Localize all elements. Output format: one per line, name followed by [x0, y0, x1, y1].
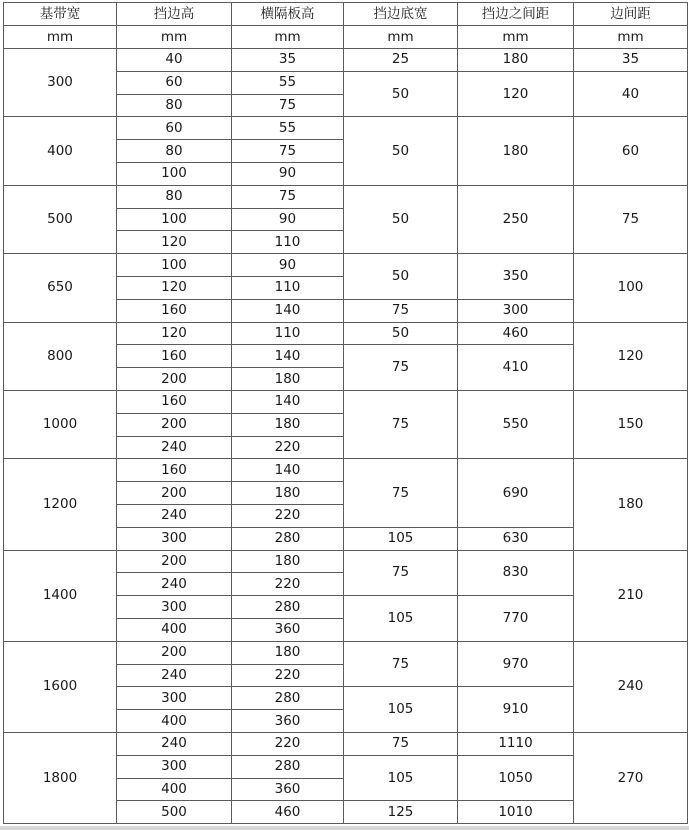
- cleat-height-cell: 280: [232, 755, 344, 778]
- sidewall-height-cell: 60: [117, 71, 232, 94]
- unit-cell: mm: [117, 26, 232, 49]
- base-width-cell: 105: [344, 527, 458, 550]
- sidewall-height-cell: 80: [117, 185, 232, 208]
- base-width-cell: 50: [344, 254, 458, 300]
- header-sidewall-base-width: 挡边底宽: [344, 3, 458, 26]
- table-row: [4, 732, 688, 755]
- cleat-height-cell: 110: [232, 231, 344, 254]
- sidewall-spacing-cell: 350: [458, 254, 574, 300]
- sidewall-height-cell: 240: [117, 504, 232, 527]
- cleat-height-cell: 220: [232, 664, 344, 687]
- cleat-height-cell: 90: [232, 162, 344, 185]
- table-row: [4, 322, 688, 345]
- base-width-cell: 50: [344, 117, 458, 185]
- base-width-cell: 50: [344, 322, 458, 345]
- table-row: [4, 49, 688, 72]
- sidewall-height-cell: 200: [117, 641, 232, 664]
- sidewall-height-cell: 100: [117, 254, 232, 277]
- sidewall-height-cell: 200: [117, 482, 232, 505]
- sidewall-height-cell: 160: [117, 459, 232, 482]
- unit-cell: mm: [458, 26, 574, 49]
- base-width-cell: 50: [344, 71, 458, 117]
- cleat-height-cell: 75: [232, 185, 344, 208]
- sidewall-spacing-cell: 830: [458, 550, 574, 596]
- sidewall-spacing-cell: 690: [458, 459, 574, 527]
- cleat-height-cell: 140: [232, 299, 344, 322]
- unit-cell: mm: [232, 26, 344, 49]
- cleat-height-cell: 90: [232, 254, 344, 277]
- sidewall-height-cell: 400: [117, 710, 232, 733]
- cleat-height-cell: 360: [232, 778, 344, 801]
- table-row: [4, 185, 688, 208]
- sidewall-height-cell: 160: [117, 345, 232, 368]
- edge-spacing-cell: 75: [574, 185, 688, 253]
- spec-table-container: [3, 2, 687, 824]
- belt-width-cell: 1200: [4, 459, 117, 550]
- base-width-cell: 75: [344, 299, 458, 322]
- cleat-height-cell: 180: [232, 641, 344, 664]
- sidewall-height-cell: 40: [117, 49, 232, 72]
- header-sidewall-spacing: 挡边之间距: [458, 3, 574, 26]
- table-row: [4, 641, 688, 664]
- cleat-height-cell: 220: [232, 732, 344, 755]
- base-width-cell: 50: [344, 185, 458, 253]
- sidewall-height-cell: 100: [117, 208, 232, 231]
- edge-spacing-cell: 60: [574, 117, 688, 185]
- belt-width-cell: 650: [4, 254, 117, 322]
- edge-spacing-cell: 40: [574, 71, 688, 117]
- cleat-height-cell: 220: [232, 504, 344, 527]
- cleat-height-cell: 90: [232, 208, 344, 231]
- header-cleat-height: 横隔板高: [232, 3, 344, 26]
- sidewall-height-cell: 300: [117, 527, 232, 550]
- cleat-height-cell: 280: [232, 596, 344, 619]
- edge-spacing-cell: 210: [574, 550, 688, 641]
- bottom-scroll-edge: [0, 826, 689, 830]
- cleat-height-cell: 35: [232, 49, 344, 72]
- sidewall-height-cell: 200: [117, 413, 232, 436]
- cleat-height-cell: 180: [232, 368, 344, 391]
- header-sidewall-height: 挡边高: [117, 3, 232, 26]
- belt-width-cell: 500: [4, 185, 117, 253]
- sidewall-spacing-cell: 410: [458, 345, 574, 391]
- edge-spacing-cell: 100: [574, 254, 688, 322]
- table-row: [4, 459, 688, 482]
- cleat-height-cell: 140: [232, 459, 344, 482]
- belt-width-cell: 1800: [4, 732, 117, 823]
- sidewall-height-cell: 100: [117, 162, 232, 185]
- cleat-height-cell: 180: [232, 550, 344, 573]
- base-width-cell: 75: [344, 732, 458, 755]
- sidewall-height-cell: 120: [117, 231, 232, 254]
- cleat-height-cell: 75: [232, 94, 344, 117]
- sidewall-spacing-cell: 300: [458, 299, 574, 322]
- cleat-height-cell: 220: [232, 436, 344, 459]
- cleat-height-cell: 280: [232, 687, 344, 710]
- sidewall-height-cell: 120: [117, 322, 232, 345]
- table-row: [4, 550, 688, 573]
- edge-spacing-cell: 120: [574, 322, 688, 390]
- belt-width-cell: 1400: [4, 550, 117, 641]
- cleat-height-cell: 180: [232, 482, 344, 505]
- sidewall-spacing-cell: 1010: [458, 801, 574, 824]
- sidewall-spacing-cell: 460: [458, 322, 574, 345]
- sidewall-height-cell: 500: [117, 801, 232, 824]
- belt-width-cell: 1000: [4, 390, 117, 458]
- edge-spacing-cell: 35: [574, 49, 688, 72]
- sidewall-height-cell: 80: [117, 140, 232, 163]
- sidewall-spacing-cell: 550: [458, 390, 574, 458]
- sidewall-spacing-cell: 770: [458, 596, 574, 642]
- sidewall-height-cell: 240: [117, 664, 232, 687]
- cleat-height-cell: 75: [232, 140, 344, 163]
- sidewall-spacing-cell: 120: [458, 71, 574, 117]
- cleat-height-cell: 360: [232, 618, 344, 641]
- sidewall-height-cell: 160: [117, 390, 232, 413]
- sidewall-spacing-cell: 180: [458, 117, 574, 185]
- edge-spacing-cell: 150: [574, 390, 688, 458]
- base-width-cell: 75: [344, 550, 458, 596]
- sidewall-height-cell: 80: [117, 94, 232, 117]
- belt-width-cell: 300: [4, 49, 117, 117]
- unit-cell: mm: [344, 26, 458, 49]
- edge-spacing-cell: 240: [574, 641, 688, 732]
- sidewall-spacing-cell: 910: [458, 687, 574, 733]
- sidewall-height-cell: 160: [117, 299, 232, 322]
- base-width-cell: 25: [344, 49, 458, 72]
- cleat-height-cell: 280: [232, 527, 344, 550]
- edge-spacing-cell: 270: [574, 732, 688, 823]
- table-row: [4, 390, 688, 413]
- sidewall-height-cell: 60: [117, 117, 232, 140]
- header-edge-spacing: 边间距: [574, 3, 688, 26]
- sidewall-height-cell: 240: [117, 573, 232, 596]
- sidewall-height-cell: 400: [117, 778, 232, 801]
- sidewall-height-cell: 200: [117, 368, 232, 391]
- cleat-height-cell: 460: [232, 801, 344, 824]
- cleat-height-cell: 220: [232, 573, 344, 596]
- belt-width-cell: 1600: [4, 641, 117, 732]
- sidewall-height-cell: 300: [117, 596, 232, 619]
- base-width-cell: 75: [344, 641, 458, 687]
- base-width-cell: 105: [344, 755, 458, 801]
- sidewall-height-cell: 240: [117, 732, 232, 755]
- cleat-height-cell: 55: [232, 71, 344, 94]
- sidewall-height-cell: 300: [117, 755, 232, 778]
- sidewall-spacing-cell: 630: [458, 527, 574, 550]
- cleat-height-cell: 360: [232, 710, 344, 733]
- belt-spec-table: [3, 2, 688, 824]
- belt-width-cell: 800: [4, 322, 117, 390]
- sidewall-spacing-cell: 180: [458, 49, 574, 72]
- header-belt-width: 基带宽: [4, 3, 117, 26]
- sidewall-height-cell: 400: [117, 618, 232, 641]
- belt-width-cell: 400: [4, 117, 117, 185]
- sidewall-spacing-cell: 970: [458, 641, 574, 687]
- table-row: [4, 254, 688, 277]
- cleat-height-cell: 110: [232, 276, 344, 299]
- header-row: [4, 3, 688, 26]
- sidewall-spacing-cell: 1110: [458, 732, 574, 755]
- sidewall-spacing-cell: 1050: [458, 755, 574, 801]
- sidewall-height-cell: 200: [117, 550, 232, 573]
- sidewall-height-cell: 300: [117, 687, 232, 710]
- base-width-cell: 105: [344, 596, 458, 642]
- base-width-cell: 105: [344, 687, 458, 733]
- unit-cell: mm: [574, 26, 688, 49]
- edge-spacing-cell: 180: [574, 459, 688, 550]
- table-body: [4, 49, 688, 824]
- table-header: [4, 3, 688, 49]
- cleat-height-cell: 180: [232, 413, 344, 436]
- base-width-cell: 75: [344, 390, 458, 458]
- table-row: [4, 117, 688, 140]
- sidewall-spacing-cell: 250: [458, 185, 574, 253]
- base-width-cell: 75: [344, 345, 458, 391]
- unit-row: [4, 26, 688, 49]
- cleat-height-cell: 110: [232, 322, 344, 345]
- base-width-cell: 125: [344, 801, 458, 824]
- sidewall-height-cell: 240: [117, 436, 232, 459]
- sidewall-height-cell: 120: [117, 276, 232, 299]
- base-width-cell: 75: [344, 459, 458, 527]
- cleat-height-cell: 140: [232, 345, 344, 368]
- cleat-height-cell: 55: [232, 117, 344, 140]
- unit-cell: mm: [4, 26, 117, 49]
- cleat-height-cell: 140: [232, 390, 344, 413]
